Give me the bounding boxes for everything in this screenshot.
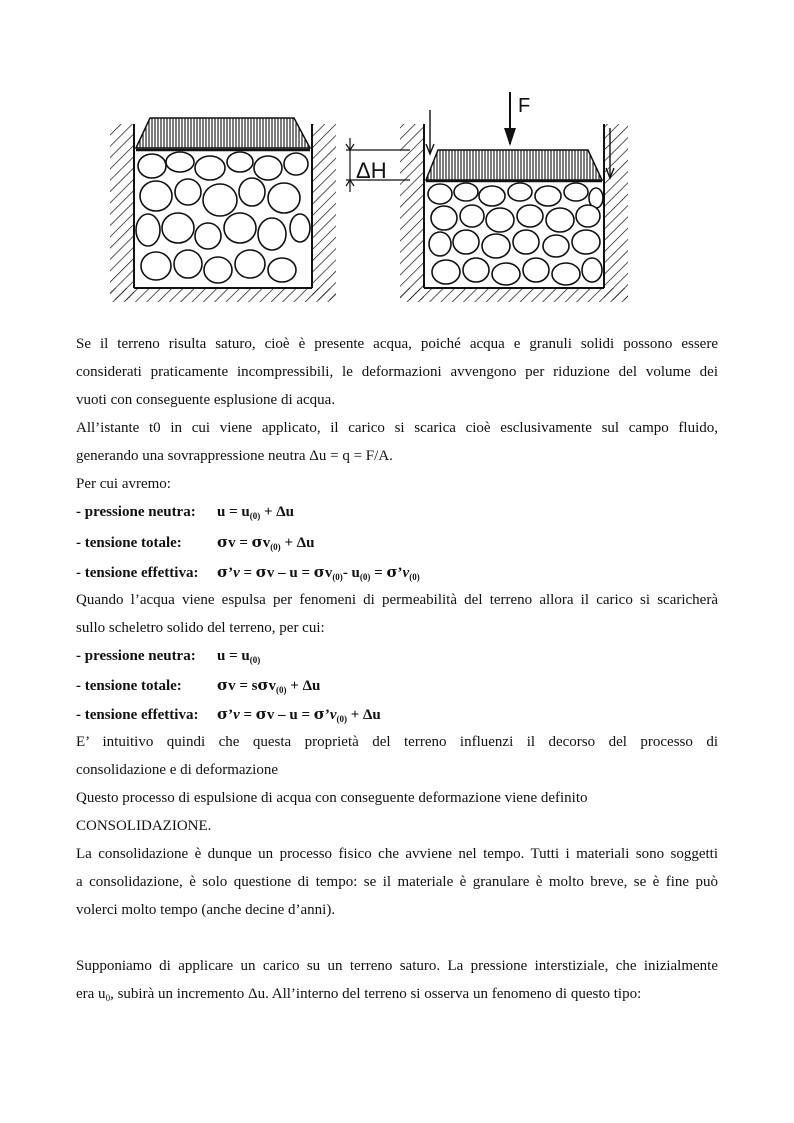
paragraph-line: Questo processo di espulsione di acqua con conseguente deformazione viene definito [76,790,588,806]
equation-label: - tensione totale: [76,678,182,694]
paragraph-line: CONSOLIDAZIONE. [76,818,212,834]
paragraph-line: Se il terreno risulta saturo, cioè è presente acqua, poiché acqua e granuli solidi possono essere [76,336,718,352]
paragraph-line: considerati praticamente incompressibili, le deformazioni avvengono per riduzione del volume dei [76,364,718,380]
equation-tensione-effettiva-2: - tensione effettiva: σ’v = $\sigma v - u = \sigma’v_{(0)} + \Delta u$ [76,705,381,724]
container-loaded [400,92,628,302]
equation-label: - pressione neutra: [76,648,196,664]
equation-pressione-neutra-2: - pressione neutra: $u = u_{(0)}$ [76,648,261,665]
delta-h-label: ΔH [356,158,387,183]
paragraph-line: a consolidazione, è solo questione di tempo: se il materiale è granulare è molto breve, se è fine può [76,874,718,890]
paragraph-line: Supponiamo di applicare un carico su un terreno saturo. La pressione interstiziale, che inizialmente [76,958,718,974]
paragraph-line: E’ intuitivo quindi che questa proprietà del terreno influenzi il decorso del processo di [76,734,718,750]
text-fragment: , subirà un incremento Δu. All’interno del terreno si osserva un fenomeno di questo tipo: [110,986,642,1002]
paragraph-line: All’istante t0 in cui viene applicato, il carico si scarica cioè esclusivamente sul campo fluido, [76,420,718,436]
paragraph-line: Per cui avremo: [76,476,171,492]
equation-label: - tensione effettiva: [76,707,199,723]
equation-tensione-effettiva-1: - tensione effettiva: σ’v = $\sigma v - u = \sigma v_{(0)}-$ $u_{(0)}$ = $\sigma’v_{(0)}$ [76,563,420,582]
equation-label: - tensione effettiva: [76,565,199,581]
text-fragment: era u [76,986,106,1002]
paragraph-line [76,985,641,1003]
paragraph-line: generando una sovrappressione neutra Δu = q = F/A. [76,448,393,464]
paragraph-line: La consolidazione è dunque un processo fisico che avviene nel tempo. Tutti i materiali sono soggetti [76,846,718,862]
equation-pressione-neutra-1: - pressione neutra: $u = u_{(0)} + \Delta u$ [76,504,295,521]
equation-tensione-totale-2: - tensione totale: σv = sσv$_{(0)}$ + Δu [76,676,321,695]
subscript: 0 [105,993,111,1003]
consolidation-figure [100,88,640,310]
equation-tensione-totale-1: - tensione totale: $\sigma v = \sigma v_{(0)} + \Delta u$ [76,533,315,552]
equation-label: - pressione neutra: [76,504,196,520]
paragraph-line: sullo scheletro solido del terreno, per cui: [76,620,325,636]
force-label: F [518,95,531,117]
container-initial [110,118,336,302]
paragraph-line: vuoti con conseguente esplusione di acqua. [76,392,336,408]
paragraph-line: volerci molto tempo (anche decine d’anni). [76,902,336,918]
paragraph-line: Quando l’acqua viene espulsa per fenomeni di permeabilità del terreno allora il carico si scaricherà [76,592,718,608]
equation-label: - tensione totale: [76,535,182,551]
paragraph-line: consolidazione e di deformazione [76,762,279,778]
